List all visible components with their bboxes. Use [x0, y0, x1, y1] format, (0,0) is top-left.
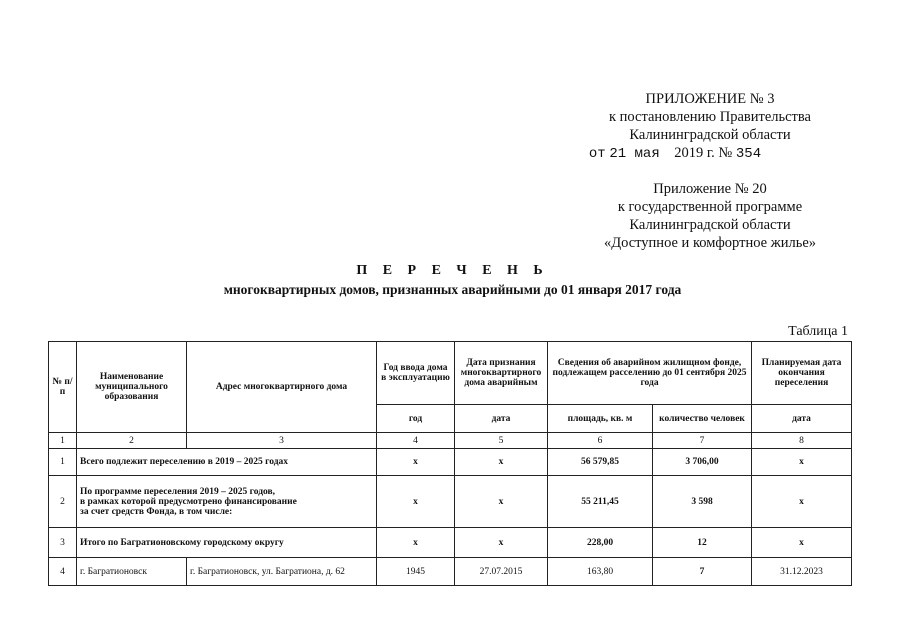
date-prefix: от — [588, 146, 606, 162]
date-year: 2019 г. № — [674, 145, 733, 161]
document-title: П Е Р Е Ч Е Н Ь — [356, 263, 549, 278]
row-end: 31.12.2023 — [752, 558, 852, 586]
table-row — [49, 528, 852, 558]
row-num: 1 — [49, 449, 77, 476]
row-num: 2 — [49, 476, 77, 528]
subheader-date: дата — [455, 405, 548, 433]
row-end: x — [752, 528, 852, 558]
appendix-20-region: Калининградской области — [629, 217, 791, 233]
row-people: 12 — [653, 528, 752, 558]
row-text-line: в рамках которой предусмотрено финансирование — [80, 496, 297, 507]
appendix-20-header — [560, 180, 860, 252]
col-number: 3 — [187, 433, 377, 449]
subheader-people: количество человек — [653, 405, 752, 433]
row-area: 163,80 — [548, 558, 653, 586]
col-number: 8 — [752, 433, 852, 449]
header-year: Год ввода дома в эксплуатацию — [377, 342, 455, 405]
subheader-year: год — [377, 405, 455, 433]
appendix-20-program: к государственной программе — [617, 199, 803, 215]
row-area: 56 579,85 — [548, 449, 653, 476]
row-text: Итого по Багратионовскому городскому округу — [77, 528, 377, 558]
row-date: 27.07.2015 — [455, 558, 548, 586]
row-people: 7 — [653, 558, 752, 586]
table-row — [49, 558, 852, 586]
col-number: 7 — [653, 433, 752, 449]
table-row — [49, 476, 852, 528]
appendix-3-title: ПРИЛОЖЕНИЕ № 3 — [645, 91, 775, 107]
row-year: x — [377, 449, 455, 476]
row-people: 3 706,00 — [653, 449, 752, 476]
column-number-row — [49, 433, 852, 449]
col-number: 1 — [49, 433, 77, 449]
row-year: x — [377, 476, 455, 528]
row-year: 1945 — [377, 558, 455, 586]
subheader-area: площадь, кв. м — [548, 405, 653, 433]
header-address: Адрес многоквартирного дома — [187, 342, 377, 433]
row-date: x — [455, 528, 548, 558]
header-recognition: Дата признания многоквартирного дома аварийным — [455, 342, 548, 405]
date-day: 21 мая — [609, 146, 660, 162]
appendix-3-date-line — [490, 144, 860, 163]
row-text-line: за счет средств Фонда, в том числе: — [80, 506, 233, 517]
row-people: 3 598 — [653, 476, 752, 528]
row-date: x — [455, 449, 548, 476]
row-end: x — [752, 449, 852, 476]
resolution-number: 354 — [735, 146, 762, 162]
appendix-3-header — [560, 90, 860, 163]
row-text-line: По программе переселения 2019 – 2025 годов, — [80, 486, 276, 497]
table-label: Таблица 1 — [788, 324, 848, 339]
header-num: № п/п — [49, 342, 77, 433]
appendix-3-resolution: к постановлению Правительства — [609, 109, 811, 125]
row-num: 4 — [49, 558, 77, 586]
row-date: x — [455, 476, 548, 528]
document-subtitle: многоквартирных домов, признанных аварийными до 01 января 2017 года — [223, 282, 682, 297]
row-text: Всего подлежит переселению в 2019 – 2025 годах — [77, 449, 377, 476]
table-row — [49, 449, 852, 476]
row-num: 3 — [49, 528, 77, 558]
header-planned: Планируемая дата окончания переселения — [752, 342, 852, 405]
row-end: x — [752, 476, 852, 528]
row-year: x — [377, 528, 455, 558]
subheader-date2: дата — [752, 405, 852, 433]
row-municipality: г. Багратионовск — [77, 558, 187, 586]
header-info: Сведения об аварийном жилищном фонде, подлежащем расселению до 01 сентября 2025 года — [548, 342, 752, 405]
row-area: 228,00 — [548, 528, 653, 558]
appendix-20-program-name: «Доступное и комфортное жилье» — [603, 235, 817, 251]
col-number: 2 — [77, 433, 187, 449]
col-number: 5 — [455, 433, 548, 449]
col-number: 6 — [548, 433, 653, 449]
header-row — [49, 342, 852, 405]
appendix-20-title: Приложение № 20 — [653, 181, 767, 197]
row-address: г. Багратионовск, ул. Багратиона, д. 62 — [187, 558, 377, 586]
housing-table — [48, 341, 852, 586]
col-number: 4 — [377, 433, 455, 449]
header-municipality: Наименование муниципального образования — [77, 342, 187, 433]
appendix-3-region: Калининградской области — [629, 127, 791, 143]
row-area: 55 211,45 — [548, 476, 653, 528]
row-text — [77, 476, 377, 528]
